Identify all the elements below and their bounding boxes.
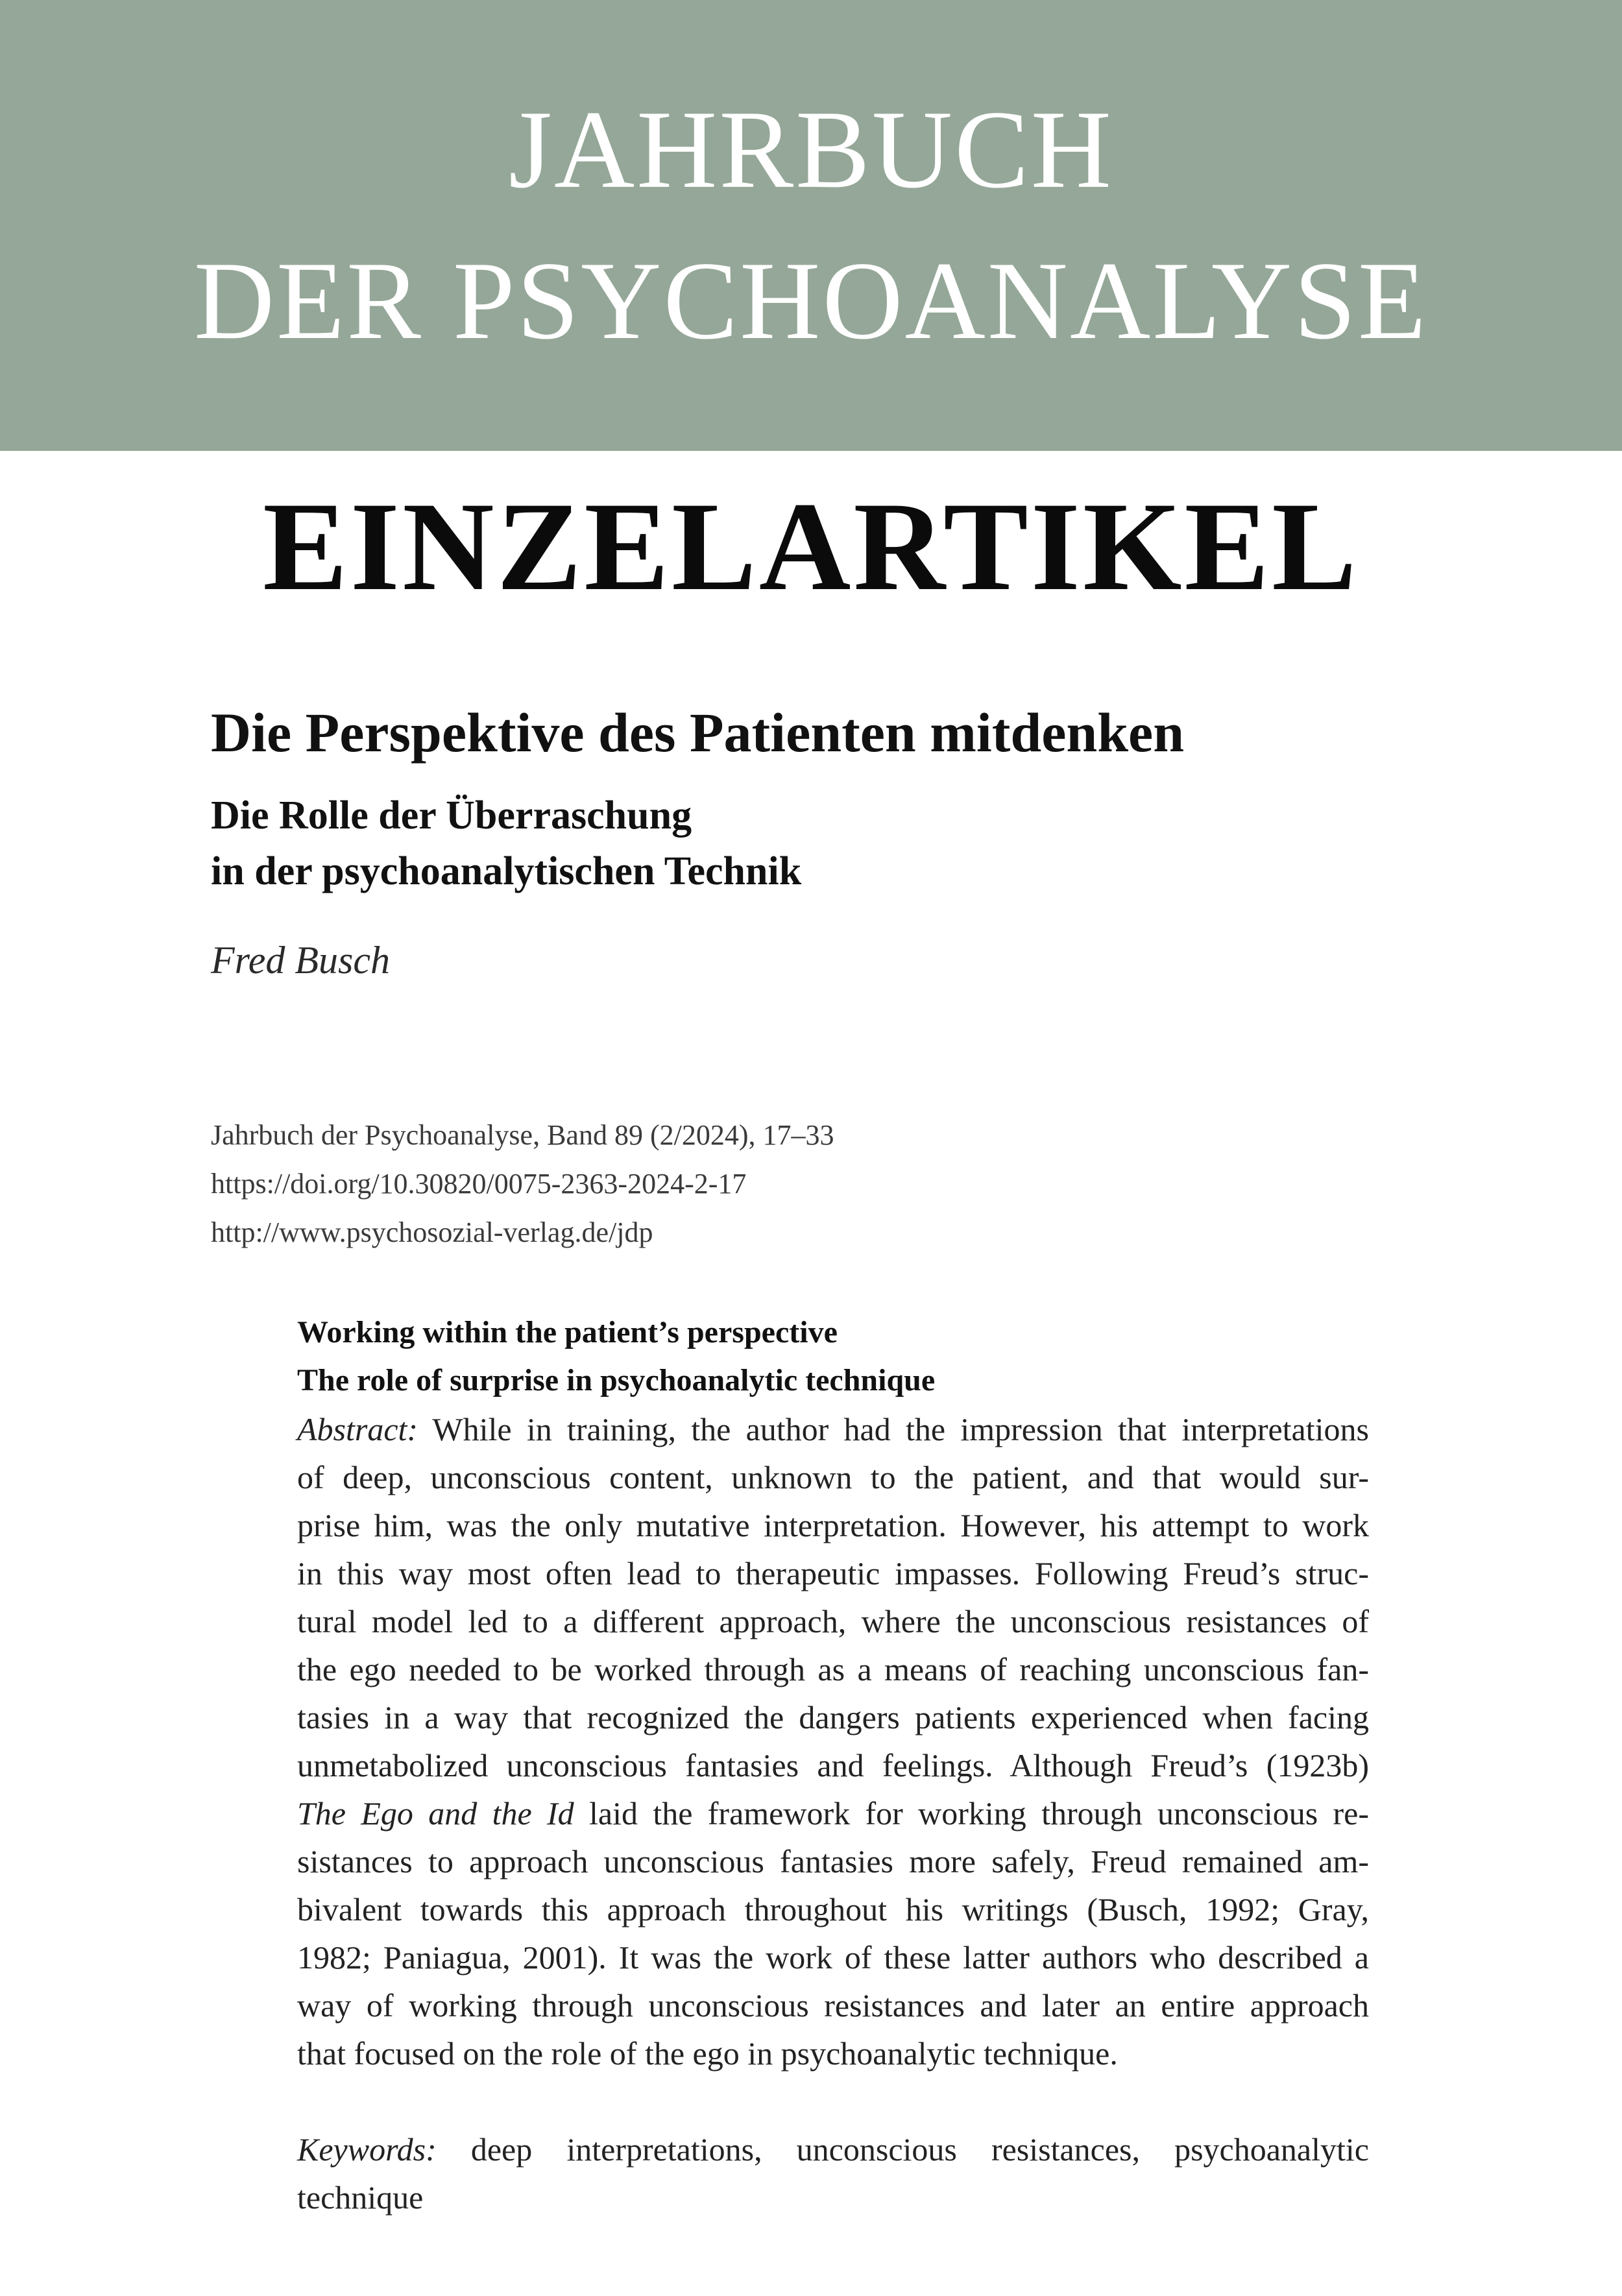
section-label: EINZELARTIKEL (263, 476, 1359, 617)
abstract-label: Abstract: (297, 1411, 418, 1447)
abstract-line: tasies in a way that recognized the dangers patients experienced when facing (297, 1699, 1369, 1735)
abstract-line: that focused on the role of the ego in psychoanalytic technique. (297, 2035, 1118, 2072)
abstract-line: prise him, was the only mutative interpretation. However, his attempt to work (297, 1507, 1369, 1543)
english-title: Working within the patient’s perspective (297, 1315, 838, 1349)
abstract-line (297, 1413, 1369, 1445)
keywords-text: deep interpretations, unconscious resistances, psychoanalytic (436, 2131, 1369, 2168)
keywords-label: Keywords: (297, 2131, 437, 2168)
abstract-line: tural model led to a different approach, where the unconscious resistances of (297, 1603, 1369, 1639)
abstract-line: way of working through unconscious resistances and later an entire approach (297, 1987, 1369, 2024)
keywords-line (297, 2133, 1369, 2166)
journal-name-line1: JAHRBUCH (509, 88, 1113, 211)
article-subtitle-line2: in der psychoanalytischen Technik (211, 849, 802, 893)
abstract-line: in this way most often lead to therapeutic impasses. Following Freud’s struc- (297, 1555, 1369, 1591)
abstract-text: laid the framework for working through unconscious re- (574, 1795, 1370, 1831)
abstract-line: sistances to approach unconscious fantasies more safely, Freud remained am- (297, 1843, 1369, 1879)
keywords-line: technique (297, 2179, 424, 2216)
journal-banner (0, 0, 1622, 451)
citation-line: Jahrbuch der Psychoanalyse, Band 89 (2/2024), 17–33 (211, 1119, 834, 1151)
article-subtitle-line1: Die Rolle der Überraschung (211, 793, 692, 838)
abstract-text: While in training, the author had the impression that interpretations (418, 1411, 1369, 1447)
book-title: The Ego and the Id (297, 1795, 574, 1831)
abstract-line: the ego needed to be worked through as a means of reaching unconscious fan- (297, 1651, 1369, 1687)
abstract-line: of deep, unconscious content, unknown to the patient, and that would sur- (297, 1459, 1369, 1495)
publisher-link[interactable]: http://www.psychosozial-verlag.de/jdp (211, 1216, 653, 1248)
article-title: Die Perspektive des Patienten mitdenken (211, 701, 1185, 764)
abstract-line: 1982; Paniagua, 2001). It was the work of these latter authors who described a (297, 1939, 1369, 1976)
journal-name-line2: DER PSYCHOANALYSE (193, 239, 1429, 363)
abstract-line: bivalent towards this approach throughout his writings (Busch, 1992; Gray, (297, 1891, 1369, 1927)
doi-link[interactable]: https://doi.org/10.30820/0075-2363-2024-2-17 (211, 1168, 747, 1200)
abstract-line (297, 1797, 1369, 1830)
abstract-line: unmetabolized unconscious fantasies and feelings. Although Freud’s (1923b) (297, 1747, 1369, 1783)
article-author: Fred Busch (211, 939, 391, 982)
english-subtitle: The role of surprise in psychoanalytic technique (297, 1363, 936, 1397)
